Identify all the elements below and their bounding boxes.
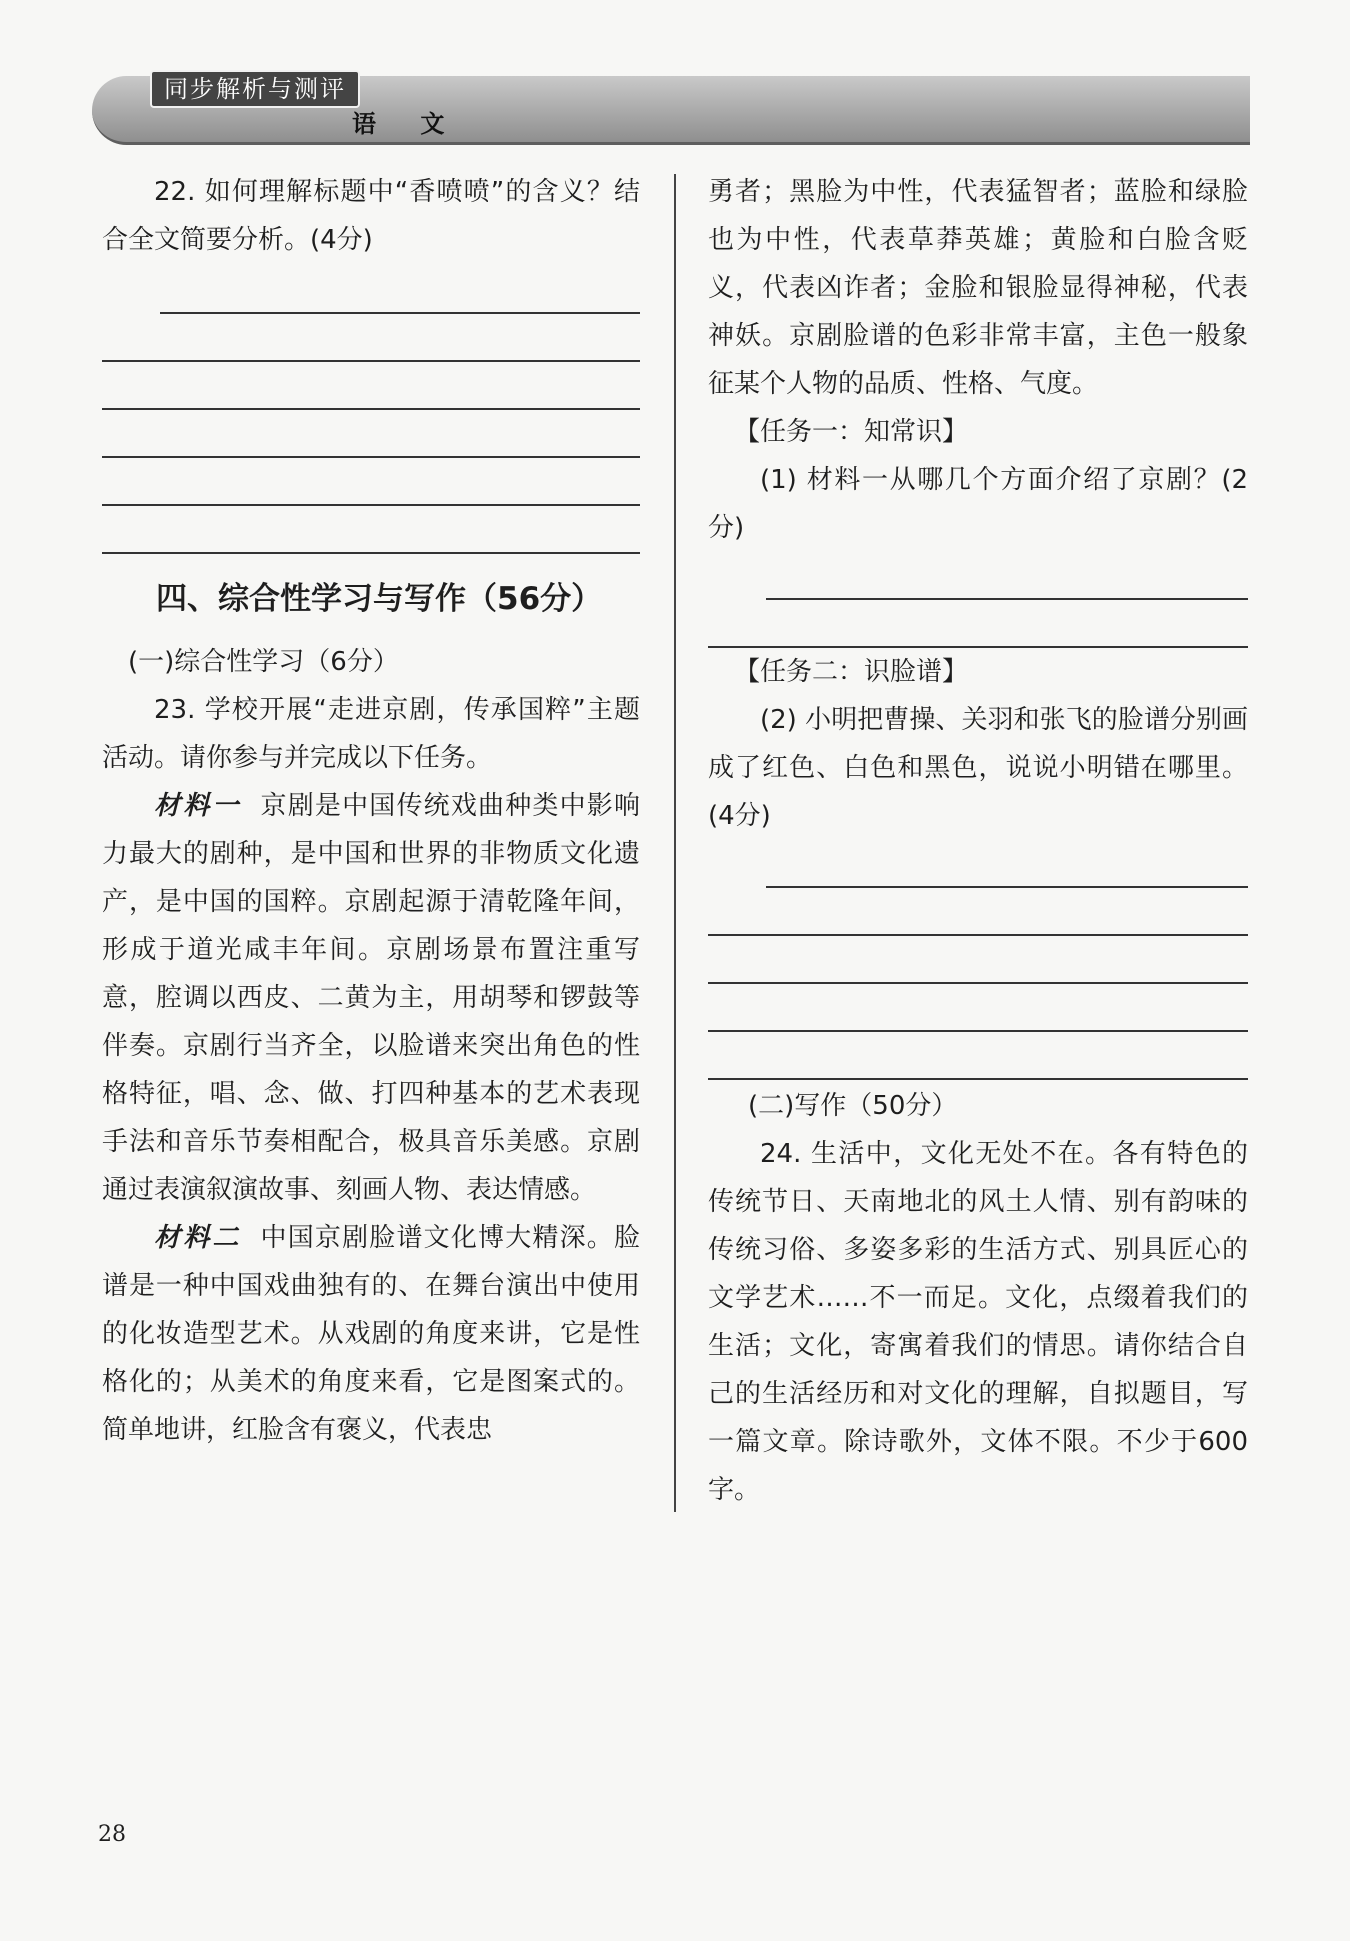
answer-line[interactable]	[708, 936, 1248, 984]
question-23: 23. 学校开展“走进京剧，传承国粹”主题活动。请你参与并完成以下任务。	[102, 695, 640, 773]
column-divider	[674, 174, 676, 1512]
left-column	[102, 168, 640, 1454]
answer-line[interactable]	[102, 458, 640, 506]
answer-line[interactable]	[708, 888, 1248, 936]
material-1	[102, 782, 640, 1214]
material-1-text: 京剧是中国传统戏曲种类中影响力最大的剧种，是中国和世界的非物质文化遗产，是中国的国粹。京剧起源于清乾隆年间，形成于道光咸丰年间。京剧场景布置注重写意，腔调以西皮、二黄为主，用胡琴和锣鼓等伴奏。京剧行当齐全，以脸谱来突出角色的性格特征，唱、念、做、打四种基本的艺术表现手法和音乐节奏相配合，极具音乐美感。京剧通过表演叙演故事、刻画人物、表达情感。	[102, 791, 640, 1205]
material-2-text: 中国京剧脸谱文化博大精深。脸谱是一种中国戏曲独有的、在舞台演出中使用的化妆造型艺术。从戏剧的角度来讲，它是性格化的；从美术的角度来看，它是图案式的。简单地讲，红脸含有褒义，代表忠	[102, 1223, 640, 1445]
question-24: 24. 生活中，文化无处不在。各有特色的传统节日、天南地北的风土人情、别有韵味的传统习俗、多姿多彩的生活方式、别具匠心的文学艺术……不一而足。文化，点缀着我们的生活；文化，寄寓着我们的情思。请你结合自己的生活经历和对文化的理解，自拟题目，写一篇文章。除诗歌外，文体不限。不少于600字。	[708, 1139, 1248, 1505]
material-2-label: 材料二	[154, 1223, 242, 1253]
subject-label: 语 文	[352, 110, 463, 138]
part1-title: (一)综合性学习（6分）	[128, 647, 399, 677]
answer-line[interactable]	[102, 314, 640, 362]
task-2-title: 【任务二：识脸谱】	[734, 657, 969, 687]
task-1-question: (1) 材料一从哪几个方面介绍了京剧？(2分)	[708, 465, 1248, 543]
task-1-title: 【任务一：知常识】	[734, 417, 969, 447]
answer-area-22	[102, 266, 640, 554]
task-2-question: (2) 小明把曹操、关羽和张飞的脸谱分别画成了红色、白色和黑色，说说小明错在哪里。(4分)	[708, 705, 1248, 831]
answer-line[interactable]	[766, 552, 1248, 600]
question-22: 22. 如何理解标题中“香喷喷”的含义？结合全文简要分析。(4分)	[102, 177, 640, 255]
answer-line[interactable]	[766, 840, 1248, 888]
answer-line[interactable]	[102, 362, 640, 410]
answer-line[interactable]	[708, 600, 1248, 648]
material-1-label: 材料一	[154, 791, 242, 821]
answer-line[interactable]	[102, 410, 640, 458]
page-number: 28	[98, 1822, 126, 1847]
material-2	[102, 1214, 640, 1454]
answer-line[interactable]	[708, 984, 1248, 1032]
answer-line[interactable]	[708, 1032, 1248, 1080]
part2-title: (二)写作（50分）	[748, 1091, 958, 1121]
section-heading: 四、综合性学习与写作（56分）	[156, 581, 603, 617]
answer-area-task2	[708, 840, 1248, 1080]
material-2-continued: 勇者；黑脸为中性，代表猛智者；蓝脸和绿脸也为中性，代表草莽英雄；黄脸和白脸含贬义，代表凶诈者；金脸和银脸显得神秘，代表神妖。京剧脸谱的色彩非常丰富，主色一般象征某个人物的品质、性格、气度。	[708, 177, 1248, 399]
answer-area-task1	[708, 552, 1248, 648]
answer-line[interactable]	[102, 506, 640, 554]
answer-line[interactable]	[160, 266, 640, 314]
right-column	[708, 168, 1248, 1514]
book-title: 同步解析与测评	[150, 70, 360, 108]
